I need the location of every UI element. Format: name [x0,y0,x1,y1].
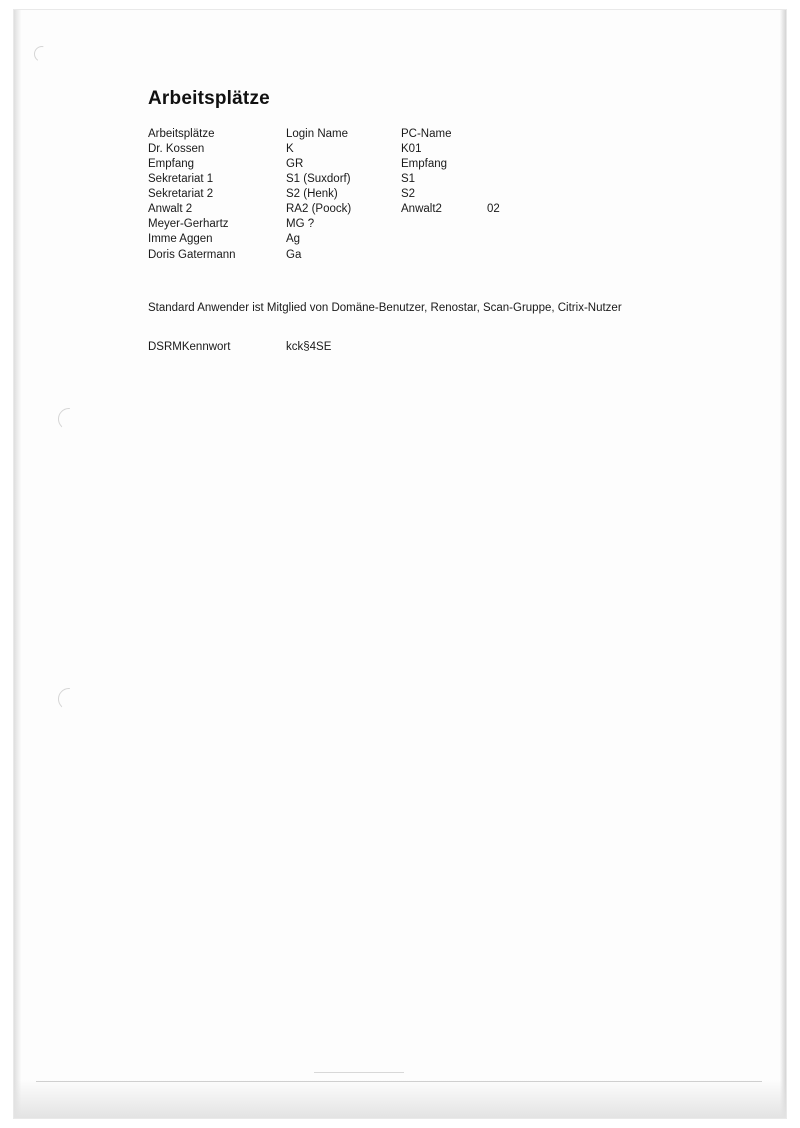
table-row [148,188,547,203]
standard-user-note: Standard Anwender ist Mitglied von Domäne-Benutzer, Renostar, Scan-Gruppe, Citrix-Nutzer [148,301,622,314]
cell-login: MG ? [286,218,315,231]
scanned-page [14,10,786,1118]
table-row [148,158,547,173]
cell-login: Ag [286,233,301,246]
table-row [148,218,547,233]
cell-login: RA2 (Poock) [286,203,352,216]
cell-extra [487,158,547,173]
cell-pcname: Anwalt2 [401,203,442,216]
dsrm-kennwort-label: DSRMKennwort [148,341,231,354]
cell-extra [487,143,547,158]
page-bottom-line [36,1081,762,1082]
dsrm-kennwort-value: kck§4SE [286,341,332,354]
scan-artifact [314,1072,404,1073]
cell-login: S2 (Henk) [286,188,338,201]
punch-hole-mark-lower [58,688,80,710]
cell-role: Empfang [148,158,195,171]
cell-pcname: S1 [401,173,416,186]
cell-extra [487,233,547,248]
cell-extra: 02 [487,203,500,216]
cell-pcname: S2 [401,188,416,201]
cell-pcname: K01 [401,143,422,156]
cell-login: GR [286,158,304,171]
table-body [148,143,547,264]
punch-hole-mark-top [34,46,50,62]
table-row [148,249,547,264]
cell-pcname: Empfang [401,158,448,171]
page-right-shadow [780,10,786,1118]
table-header-row [148,128,547,143]
punch-hole-mark-upper [58,408,80,430]
table-row [148,143,547,158]
cell-login: K [286,143,294,156]
document-content [148,88,748,353]
page-bottom-shadow [14,1080,786,1118]
cell-role: Imme Aggen [148,233,213,246]
cell-extra [487,188,547,203]
cell-extra [487,173,547,188]
dsrm-kennwort-row [148,341,748,353]
cell-pcname [401,233,487,248]
cell-role: Dr. Kossen [148,143,205,156]
cell-extra [487,218,547,233]
cell-role: Anwalt 2 [148,203,193,216]
column-header-login: Login Name [286,128,349,140]
cell-role: Meyer-Gerhartz [148,218,229,231]
table-row [148,203,547,218]
cell-login: S1 (Suxdorf) [286,173,351,186]
table-row [148,233,547,248]
cell-login: Ga [286,248,302,261]
workstations-table [148,128,547,264]
cell-role: Doris Gatermann [148,248,236,261]
cell-pcname [401,218,487,233]
page-title: Arbeitsplätze [148,88,270,109]
table-row [148,173,547,188]
cell-pcname [401,249,487,264]
cell-role: Sekretariat 2 [148,188,214,201]
page-left-shadow [14,10,21,1118]
table-header [148,128,547,143]
cell-extra [487,249,547,264]
column-header-extra [487,128,547,143]
column-header-role: Arbeitsplätze [148,128,215,140]
cell-role: Sekretariat 1 [148,173,214,186]
column-header-pcname: PC-Name [401,128,452,140]
